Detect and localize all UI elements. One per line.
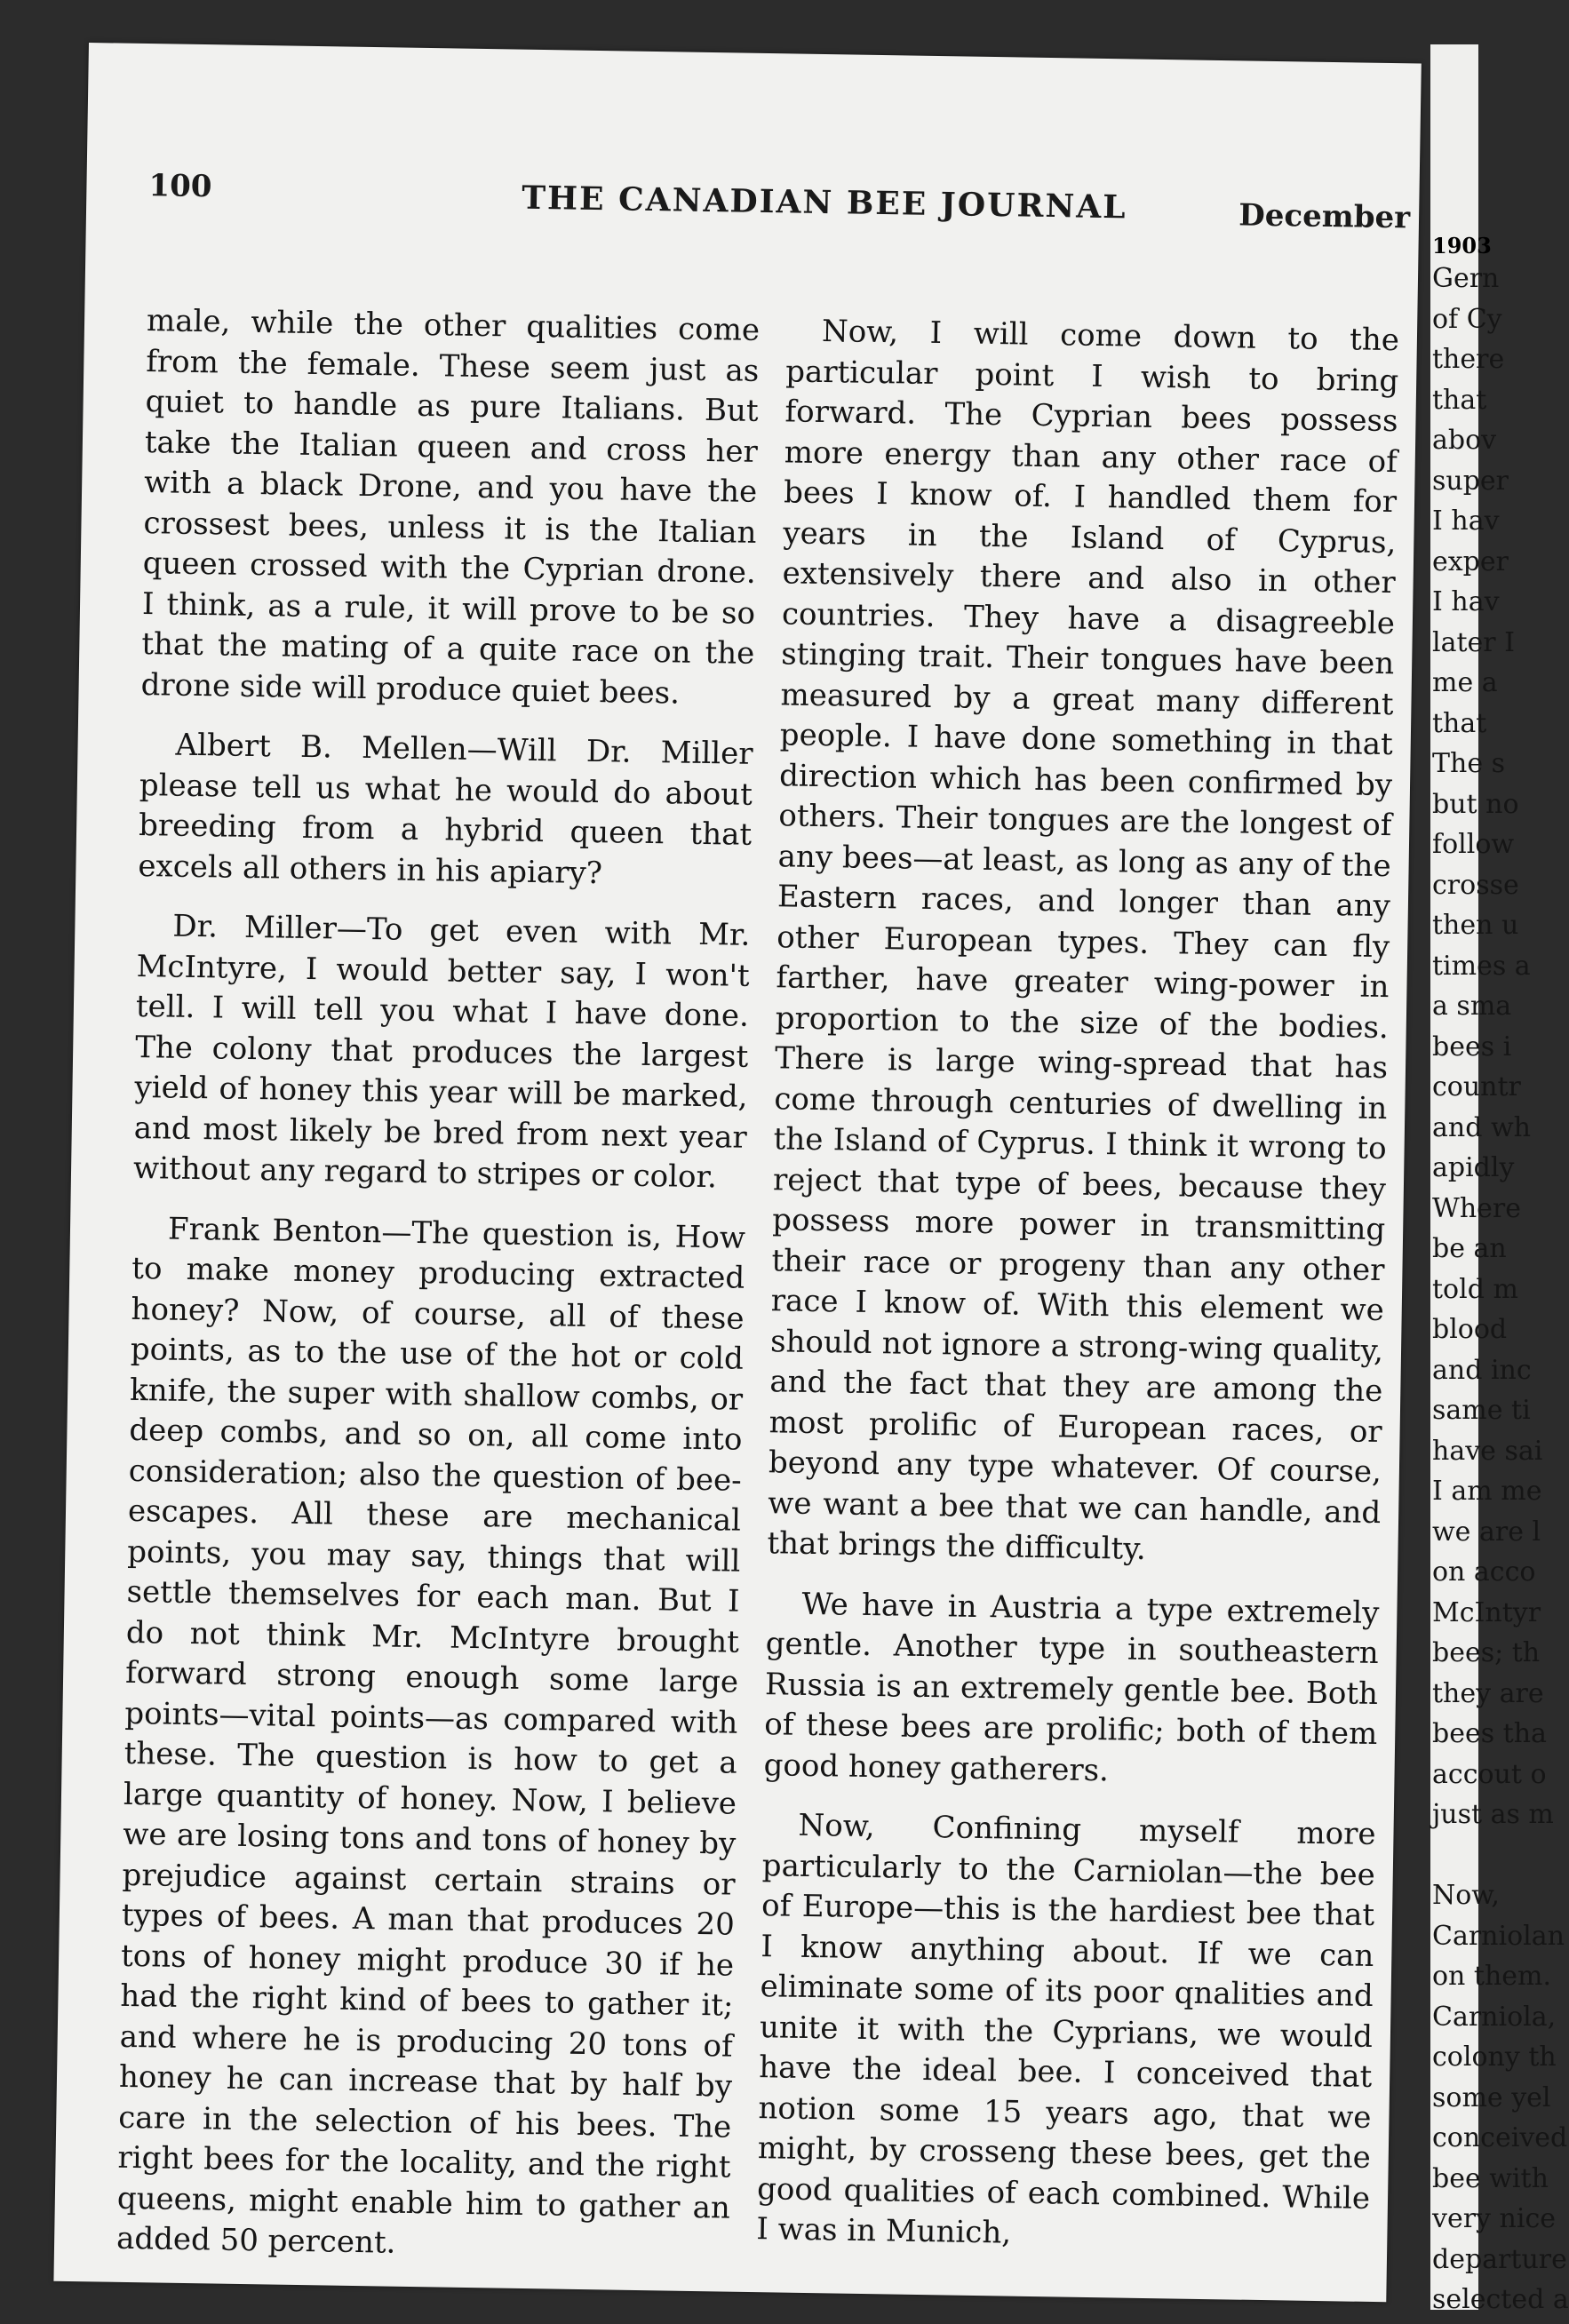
facing-page-line: that: [1432, 384, 1487, 416]
facing-page-line: exper: [1432, 545, 1509, 577]
facing-page-line: times a: [1432, 950, 1531, 982]
facing-page-line: McIntyr: [1432, 1596, 1541, 1628]
facing-page-line: blood: [1432, 1314, 1508, 1345]
facing-page-line: we are l: [1432, 1516, 1541, 1548]
paragraph: Frank Benton—The question is, How to make money producing extracted honey? Now, of course, all of these points, as to the use of the hot or cold knife, the super with shallow combs, or deep combs, and so on, all come into consideration; also the question of bee-escapes. All these are mechanical points, you may say, things that will settle themselves for each man. But I do not think Mr. McIntyre brought forward strong enough some large points—vital points—as compared with these. The question is how to get a large quantity of honey. Now, I believe we are losing tons and tons of honey by prejudice against certain strains or types of bees. A man that produces 20 tons of honey might produce 30 if he had the right kind of bees to gather it; and where he is producing 20 tons of honey he can increase that by half by care in the selection of his bees. The right bees for the locality, and the right queens, might enable him to gather an added 50 percent.: [115, 1211, 746, 2261]
paragraph: Albert B. Mellen—Will Dr. Miller please tell us what he would do about breeding from a hybrid queen that excels all others in his apiary?: [138, 727, 753, 891]
facing-page-line: of Cy: [1432, 303, 1502, 335]
facing-page-line: The s: [1432, 748, 1506, 779]
page-header: [148, 168, 1411, 241]
facing-page-line: bee with: [1432, 2162, 1549, 2194]
facing-page-line: later I: [1432, 626, 1516, 658]
left-column: [115, 301, 760, 2288]
facing-page-line: [1430, 1835, 1478, 1876]
facing-page-line: they are: [1432, 1677, 1544, 1709]
facing-page-line: there: [1432, 344, 1505, 375]
paragraph: male, while the other qualities come from the female. These seem just as quiet to handle as pure Italians. But take the Italian queen and cross her with a black Drone, and you have the crossest bees, unless it is the Italian queen crossed with the Cyprian drone. I think, as a rule, it will prove to be so that the mating of a quite race on the drone side will produce quiet bees.: [140, 303, 761, 712]
facing-page-line: super: [1432, 465, 1509, 497]
facing-page-line: and wh: [1432, 1111, 1531, 1143]
facing-page-line: departure: [1432, 2243, 1567, 2275]
page-number: 100: [148, 168, 212, 205]
facing-page-line: selected a: [1432, 2284, 1569, 2315]
facing-page-line: Where: [1432, 1192, 1522, 1224]
facing-page-line: have sai: [1432, 1435, 1543, 1467]
facing-page-year: 1903: [1432, 233, 1492, 259]
facing-page-fragments: [1430, 259, 1569, 2320]
facing-page-line: be an: [1432, 1233, 1507, 1264]
facing-page-line: Carniolan: [1432, 1920, 1565, 1952]
paragraph: Now, Confining myself more particularly to the Carniolan—the bee of Europe—this is the hardiest bee that I know anything about. If we can eliminate some of its poor qnalities and unite it with the Cyprians, we would have the ideal bee. I conceived that notion some 15 years ago, that we might, by crosseng these bees, get the good qualities of each combined. While I was in Munich,: [756, 1807, 1376, 2251]
facing-page-edge: [1430, 44, 1569, 2315]
facing-page-line: that: [1432, 707, 1487, 739]
paragraph: Dr. Miller—To get even with Mr. McIntyre, I would better say, I won't tell. I will tell you what I have done. The colony that produces the largest yield of honey this year will be marked, and most likely be bred from next year without any regard to stripes or color.: [132, 908, 751, 1196]
facing-page-line: same ti: [1432, 1395, 1531, 1426]
facing-page-line: countr: [1432, 1071, 1521, 1102]
facing-page-line: accout o: [1432, 1758, 1547, 1790]
facing-page-line: crosse: [1432, 869, 1519, 901]
facing-page-line: follow: [1432, 829, 1515, 860]
facing-page-line: Carniola,: [1432, 2001, 1557, 2033]
facing-page-line: told m: [1432, 1273, 1518, 1305]
facing-page-line: apidly: [1432, 1152, 1515, 1183]
facing-page-line: I hav: [1432, 586, 1500, 617]
facing-page-line: on acco: [1432, 1556, 1536, 1588]
facing-page-line: just as m: [1432, 1799, 1554, 1830]
facing-page-line: then u: [1432, 910, 1519, 941]
facing-page-line: some yel: [1432, 2081, 1551, 2113]
facing-page-line: on them.: [1432, 1961, 1552, 1992]
facing-page-line: Now,: [1432, 1880, 1500, 1911]
facing-page-line: bees tha: [1432, 1718, 1547, 1749]
journal-page: [53, 43, 1421, 2302]
paragraph: Now, I will come down to the particular point I wish to bring forward. The Cyprian bees possess more energy than any other race of bees I know of. I handled them for years in the Island of Cyprus, extensively there and also in other countries. They have a disagreeble stinging trait. Their tongues have been measured by a great many different people. I have done something in that direction which has been confirmed by others. Their tongues are the longest of any bees—at least, as long as any of the Eastern races, and longer than any other European types. They can fly farther, have greater wing-power in proportion to the size of the bodies. There is large wing-spread that has come through centuries of dwelling in the Island of Cyprus. I think it wrong to reject that type of bees, because they possess more power in transmitting their race or progeny than any other race I know of. With this element we should not ignore a strong-wing quality, and the fact that they are among the most prolific of European races, or beyond any type whatever. Of course, we want a bee that we can handle, and that brings the difficulty.: [767, 314, 1400, 1567]
facing-page-line: I am me: [1432, 1476, 1542, 1507]
facing-page-line: bees; th: [1432, 1637, 1541, 1668]
facing-page-line: and inc: [1432, 1354, 1532, 1386]
facing-page-line: bees i: [1432, 1031, 1512, 1063]
issue-month: December: [1238, 197, 1411, 236]
facing-page-line: Gern: [1432, 263, 1500, 294]
paragraph: We have in Austria a type extremely gentle. Another type in southeastern Russia is an extremely gentle bee. Both of these bees are prolific; both of them good honey gatherers.: [763, 1586, 1380, 1788]
facing-page-line: conceived: [1432, 2122, 1568, 2153]
facing-page-line: a sma: [1432, 991, 1512, 1022]
facing-page-line: very nice: [1432, 2203, 1556, 2234]
facing-page-line: me a: [1432, 667, 1498, 698]
facing-page-line: I hav: [1432, 505, 1500, 537]
right-column: [756, 311, 1400, 2279]
facing-page-line: abov: [1432, 425, 1497, 456]
facing-page-line: colony th: [1432, 2041, 1557, 2073]
journal-title: THE CANADIAN BEE JOURNAL: [521, 179, 1127, 227]
facing-page-line: but no: [1432, 788, 1519, 820]
